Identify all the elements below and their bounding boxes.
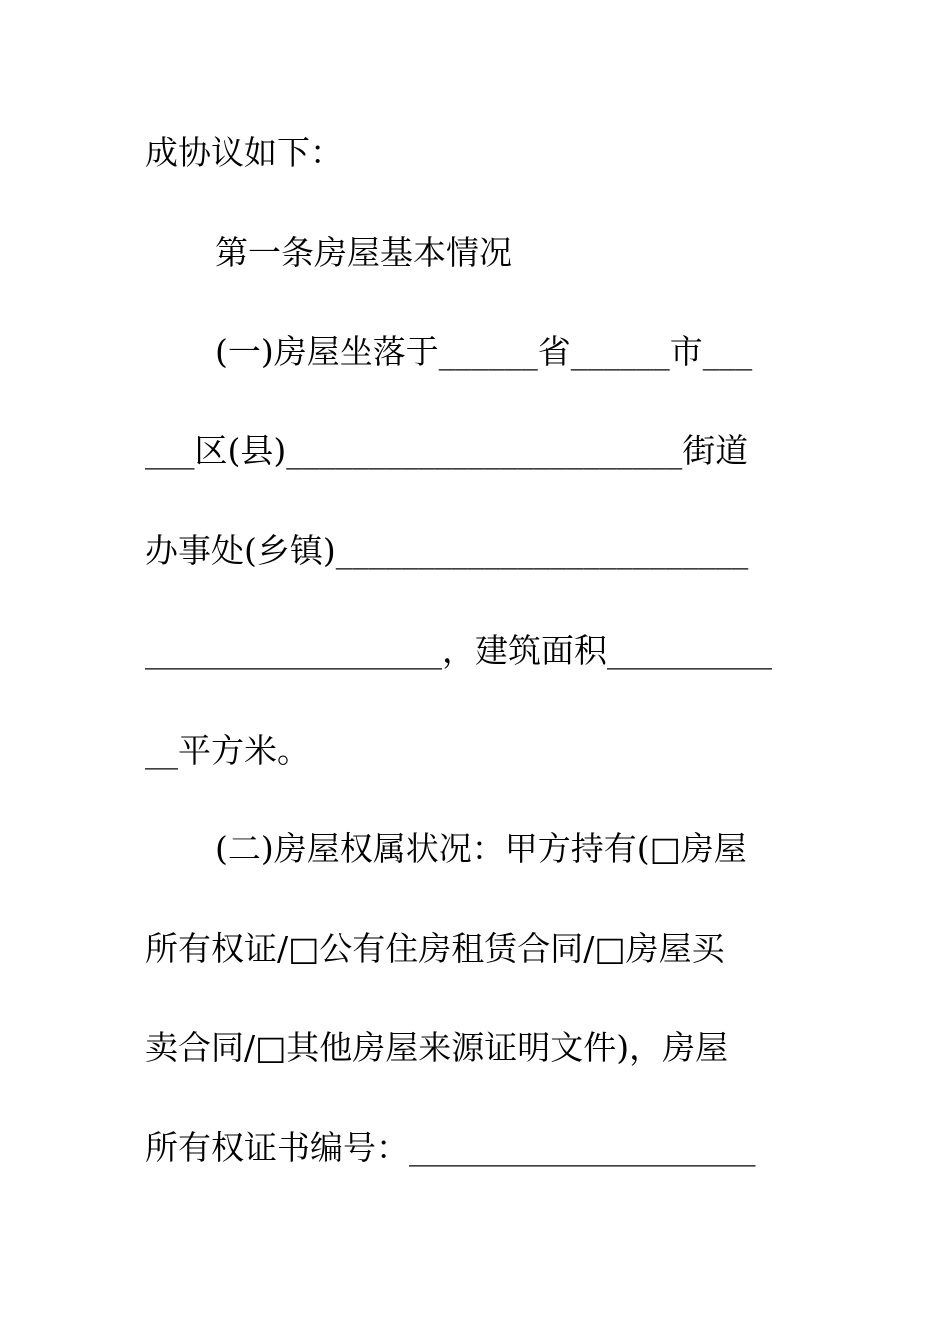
- section-heading-article-1: 第一条房屋基本情况: [215, 233, 512, 272]
- text-line-location-2: ___区(县)________________________街道: [145, 431, 749, 470]
- text-line-agreement-intro: 成协议如下：: [145, 133, 343, 172]
- text-line-certificate-number: 所有权证书编号：_____________________: [145, 1128, 756, 1167]
- text-line-building-area: __________________，建筑面积__________: [145, 631, 772, 670]
- text-line-ownership-1: (二)房屋权属状况：甲方持有(□房屋: [215, 829, 747, 868]
- text-line-ownership-2: 所有权证/□公有住房租赁合同/□房屋买: [145, 929, 725, 968]
- text-line-location-3: 办事处(乡镇)_________________________: [145, 531, 749, 570]
- text-line-square-meters: __平方米。: [145, 731, 310, 770]
- text-line-ownership-3: 卖合同/□其他房屋来源证明文件)，房屋: [145, 1028, 729, 1067]
- text-line-location-1: (一)房屋坐落于______省______市___: [215, 332, 753, 371]
